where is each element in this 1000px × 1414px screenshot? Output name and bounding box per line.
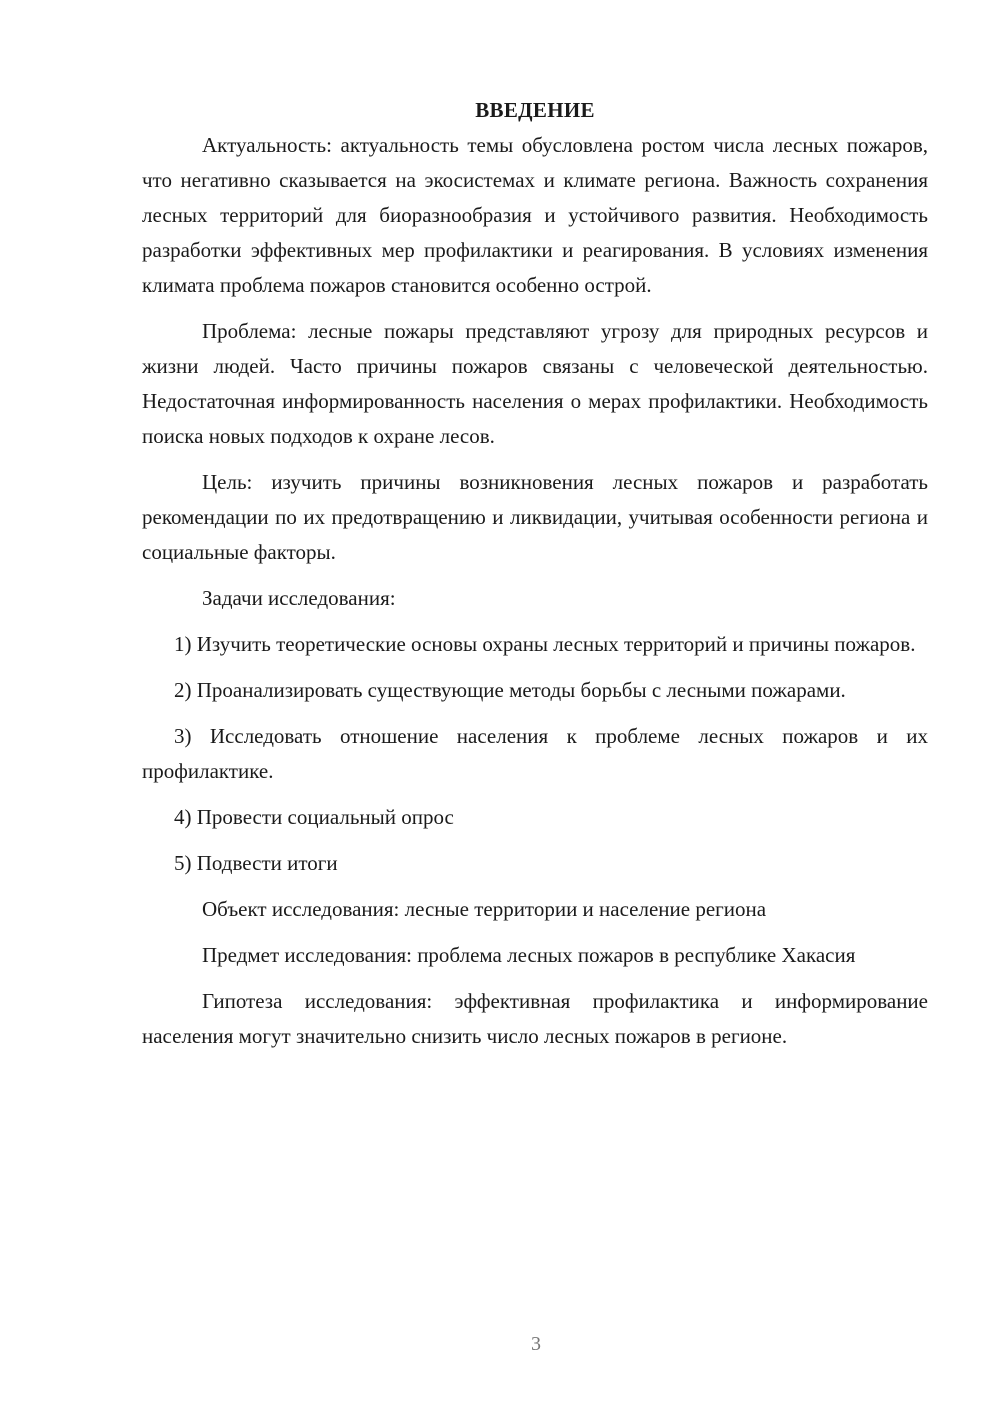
goal-paragraph: Цель: изучить причины возникновения лесных пожаров и разработать рекомендации по их предотвращению и ликвидации, учитывая особенности региона и социальные факторы.	[142, 470, 928, 564]
research-subject-paragraph: Предмет исследования: проблема лесных пожаров в республике Хакасия	[202, 943, 856, 967]
problem-paragraph: Проблема: лесные пожары представляют угрозу для природных ресурсов и жизни людей. Часто причины пожаров связаны с человеческой деятельностью. Недостаточная информированность населения о мерах профилактики. Необходимость поиска новых подходов к охране лесов.	[142, 319, 928, 448]
relevance-paragraph: Актуальность: актуальность темы обусловлена ростом числа лесных пожаров, что негативно сказывается на экосистемах и климате региона. Важность сохранения лесных территорий для биоразнообразия и устойчивого развития. Необходимость разработки эффективных мер профилактики и реагирования. В условиях изменения климата проблема пожаров становится особенно острой.	[142, 133, 928, 297]
task-item-1: 1) Изучить теоретические основы охраны лесных территорий и причины пожаров.	[174, 632, 916, 656]
task-item-2: 2) Проанализировать существующие методы борьбы с лесными пожарами.	[174, 678, 846, 702]
hypothesis-paragraph: Гипотеза исследования: эффективная профилактика и информирование населения могут значительно снизить число лесных пожаров в регионе.	[142, 989, 928, 1048]
task-item-4: 4) Провести социальный опрос	[174, 805, 454, 829]
research-object-paragraph: Объект исследования: лесные территории и население региона	[202, 897, 767, 921]
tasks-heading: Задачи исследования:	[202, 586, 396, 610]
task-item-5: 5) Подвести итоги	[174, 851, 338, 875]
task-item-3: 3) Исследовать отношение населения к проблеме лесных пожаров и их профилактике.	[142, 724, 928, 783]
section-title: ВВЕДЕНИЕ	[475, 98, 595, 122]
page-number: 3	[531, 1333, 541, 1355]
document-page	[142, 95, 928, 1065]
